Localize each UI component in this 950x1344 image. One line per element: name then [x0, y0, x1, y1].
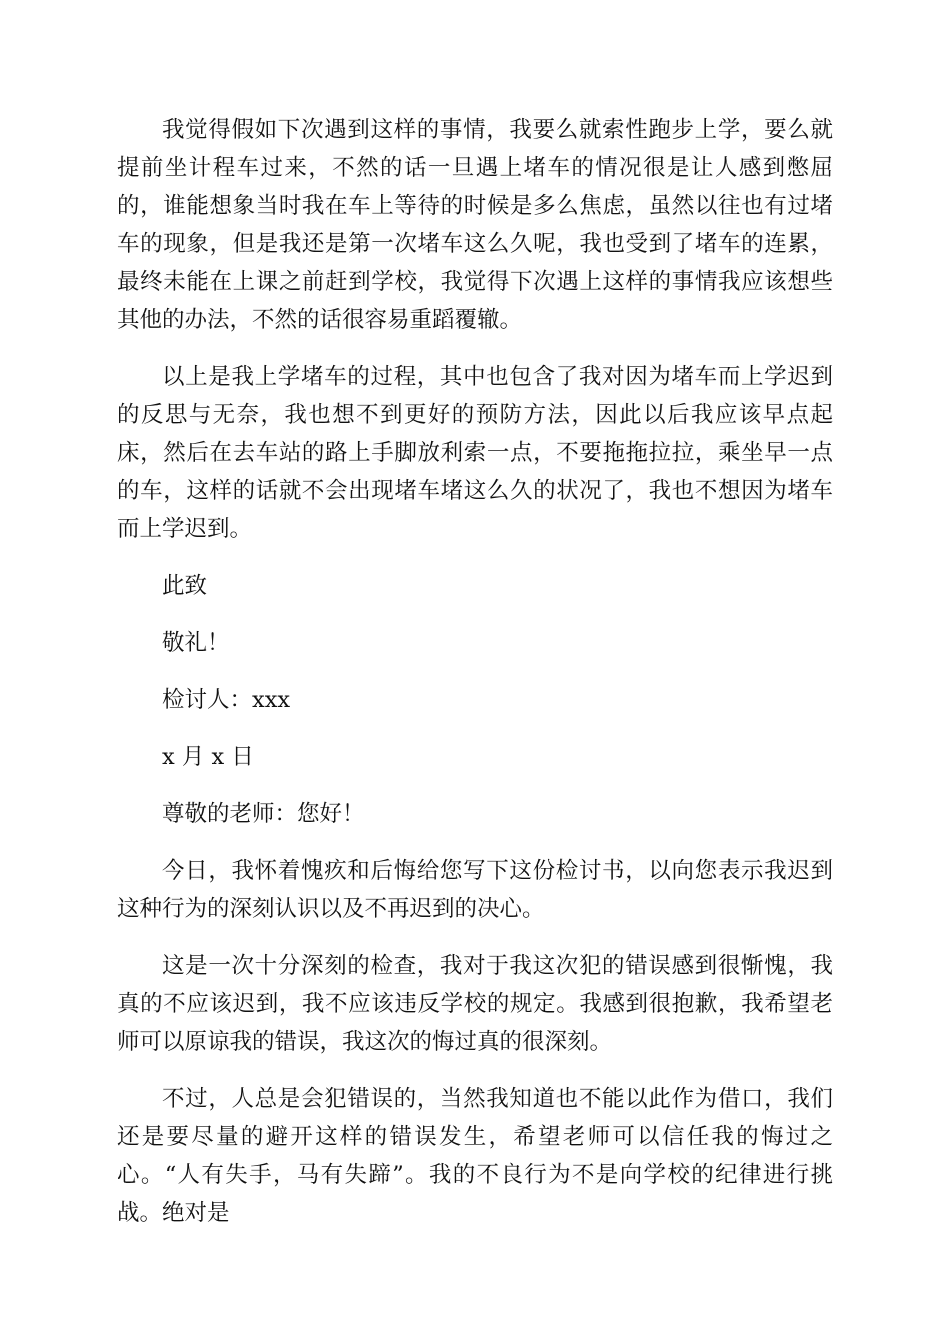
- signer-line: 检讨人：xxx: [162, 687, 291, 713]
- body-paragraph: 这是一次十分深刻的检查，我对于我这次犯的错误感到很惭愧，我真的不应该迟到，我不应该违反学校的规定。我感到很抱歉，我希望老师可以原谅我的错误，我这次的悔过真的很深刻。: [117, 953, 833, 1055]
- date-line: x 月 x 日: [162, 744, 254, 770]
- body-paragraph: 不过，人总是会犯错误的，当然我知道也不能以此作为借口，我们还是要尽量的避开这样的错误发生，希望老师可以信任我的悔过之心。“人有失手，马有失蹄”。我的不良行为不是向学校的纪律进行挑战。绝对是: [117, 1086, 833, 1226]
- body-paragraph: 以上是我上学堵车的过程，其中也包含了我对因为堵车而上学迟到的反思与无奈，我也想不到更好的预防方法，因此以后我应该早点起床，然后在去车站的路上手脚放利索一点，不要拖拖拉拉，乘坐早一点的车，这样的话就不会出现堵车堵这么久的状况了，我也不想因为堵车而上学迟到。: [117, 364, 833, 542]
- body-paragraph: 我觉得假如下次遇到这样的事情，我要么就索性跑步上学，要么就提前坐计程车过来，不然的话一旦遇上堵车的情况很是让人感到憋屈的，谁能想象当时我在车上等待的时候是多么焦虑，虽然以往也有过堵车的现象，但是我还是第一次堵车这么久呢，我也受到了堵车的连累，最终未能在上课之前赶到学校，我觉得下次遇上这样的事情我应该想些其他的办法，不然的话很容易重蹈覆辙。: [117, 117, 833, 333]
- document-page: [117, 111, 833, 1251]
- closing-line: 此致: [162, 573, 208, 599]
- salute-line: 敬礼！: [162, 630, 230, 656]
- body-paragraph: 今日，我怀着愧疚和后悔给您写下这份检讨书，以向您表示我迟到这种行为的深刻认识以及不再迟到的决心。: [117, 858, 833, 922]
- greeting-line: 尊敬的老师：您好！: [162, 801, 365, 827]
